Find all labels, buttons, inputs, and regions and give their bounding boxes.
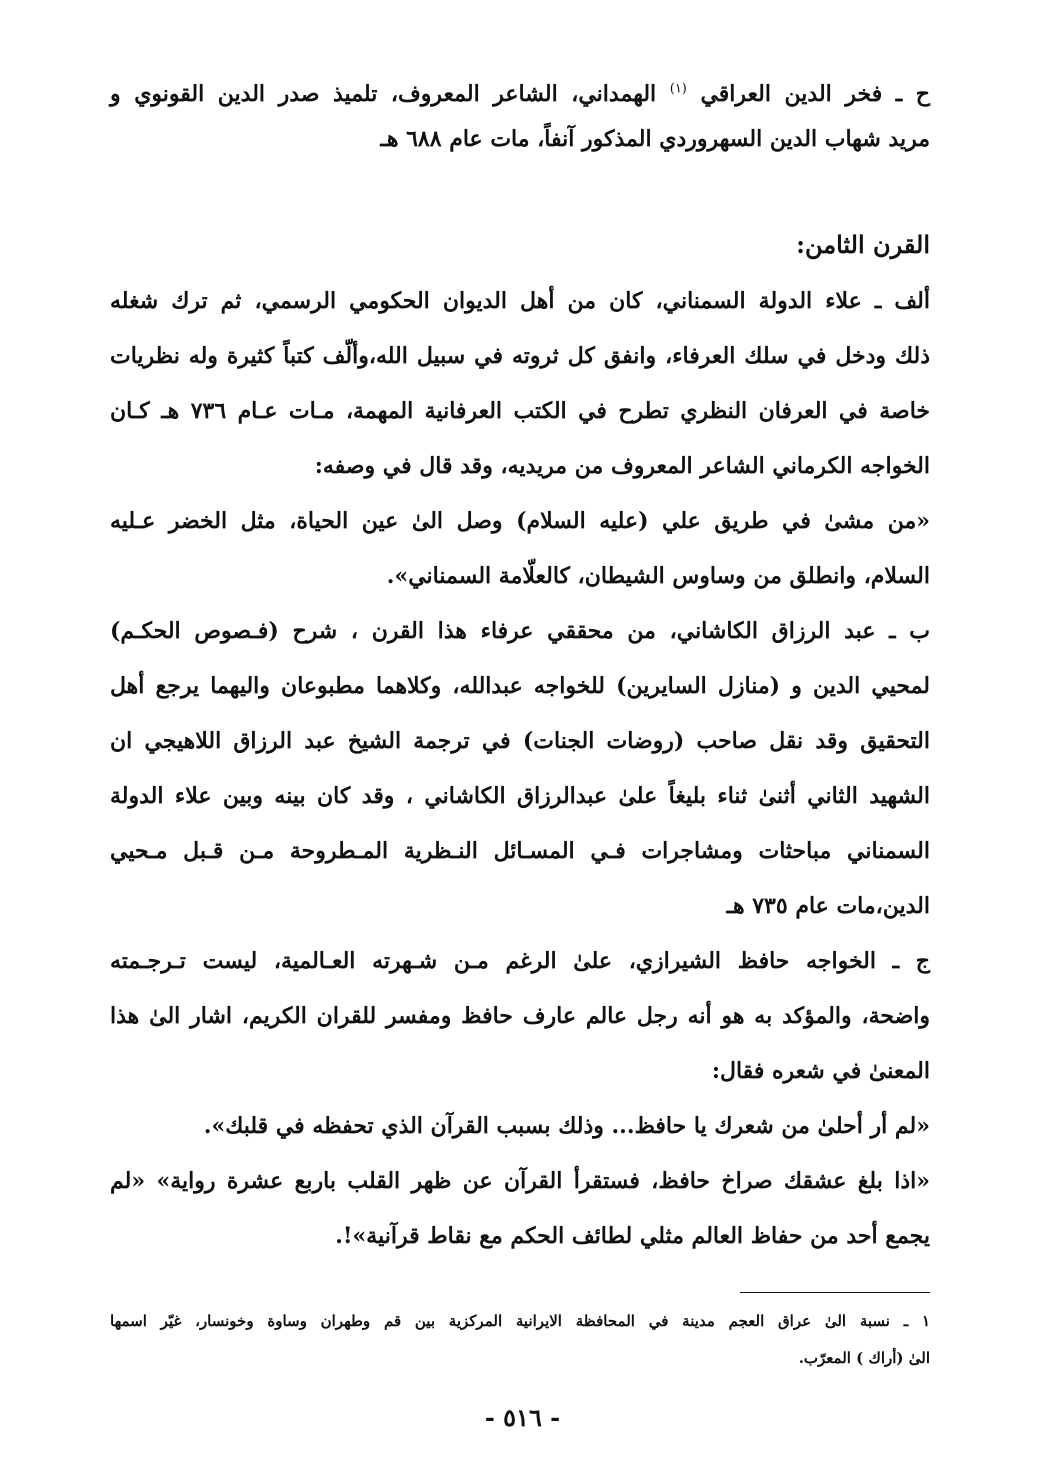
paragraph-line-13: ج ـ الخواجه حافظ الشيرازي، علىٰ الرغم مـن شـهرته العـالمية، ليست تـرجـمته [110, 948, 930, 974]
paragraph-line-11: السمناني مباحثات ومشاجرات فـي المسـائل النـظرية المـطروحة مـن قـبل مـحيي [110, 838, 930, 864]
paragraph-line-3: ألف ـ علاء الدولة السمناني، كان من أهل الديوان الحكومي الرسمي، ثم ترك شغله [110, 288, 930, 314]
paragraph-line-2: مريد شهاب الدين السهروردي المذكور آنفاً، مات عام ٦٨٨ هـ [380, 126, 930, 152]
page-number: - ٥١٦ - [484, 1403, 561, 1432]
paragraph-line-9: التحقيق وقد نقل صاحب (روضات الجنات) في ترجمة الشيخ عبد الرزاق اللاهيجي ان [110, 728, 930, 754]
line-1-end: الهمداني، الشاعر المعروف، تلميذ صدر الدين القونوي و [110, 81, 657, 107]
paragraph-line-7: ب ـ عبد الرزاق الكاشاني، من محققي عرفاء هذا القرن ، شرح (فـصوص الحكـم) [110, 618, 930, 644]
poem-quote-line-1: «لم أر أحلىٰ من شعرك يا حافظ... وذلك بسبب القرآن الذي تحفظه في قلبك». [203, 1113, 930, 1139]
paragraph-line-1 [110, 79, 930, 111]
paragraph-line-4: ذلك ودخل في سلك العرفاء، وانفق كل ثروته في سبيل الله،وألّف كتباً كثيرة وله نظريات [110, 343, 930, 369]
footnote-line-1: ١ ـ نسبة الىٰ عراق العجم مدينة في المحافظة الايرانية المركزية بين قم وطهران وساوة وخونسار، غيّر اسمها [110, 1312, 930, 1330]
quote-line-1: «من مشىٰ في طريق علي (عليه السلام) وصل الىٰ عين الحياة، مثل الخضر عـليه [110, 508, 930, 534]
paragraph-line-10: الشهيد الثاني أثنىٰ ثناء بليغاً علىٰ عبدالرزاق الكاشاني ، وقد كان بينه وبين علاء الدولة [110, 783, 930, 809]
footnote-marker[interactable]: (١) [669, 81, 687, 97]
paragraph-line-8: لمحيي الدين و (منازل السايرين) للخواجه عبدالله، وكلاهما مطبوعان واليهما يرجع أهل [110, 673, 930, 699]
paragraph-line-14: واضحة، والمؤكد به هو أنه رجل عالم عارف حافظ ومفسر للقران الكريم، اشار الىٰ هذا [110, 1003, 930, 1029]
section-heading: القرن الثامن: [796, 230, 930, 259]
quote-line-2: السلام، وانطلق من وساوس الشيطان، كالعلّامة السمناني». [386, 563, 930, 589]
footnote-line-2: الىٰ (أراك ) المعرّب. [798, 1349, 930, 1367]
poem-quote-line-2: «اذا بلغ عشقك صراخ حافظ، فستقرأ القرآن عن ظهر القلب باربع عشرة رواية» «لم [110, 1168, 930, 1194]
paragraph-line-5: خاصة في العرفان النظري تطرح في الكتب العرفانية المهمة، مـات عـام ٧٣٦ هـ كـان [110, 398, 930, 424]
paragraph-line-6: الخواجه الكرماني الشاعر المعروف من مريديه، وقد قال في وصفه: [314, 453, 930, 479]
paragraph-line-15: المعنىٰ في شعره فقال: [711, 1058, 930, 1084]
footnote-divider [740, 1292, 930, 1293]
paragraph-line-12: الدين،مات عام ٧٣٥ هـ [726, 893, 930, 919]
line-1-start: ح ـ فخر الدين العراقي [700, 81, 930, 107]
poem-quote-line-3: يجمع أحد من حفاظ العالم مثلي لطائف الحكم مع نقاط قرآنية»!. [335, 1223, 930, 1249]
